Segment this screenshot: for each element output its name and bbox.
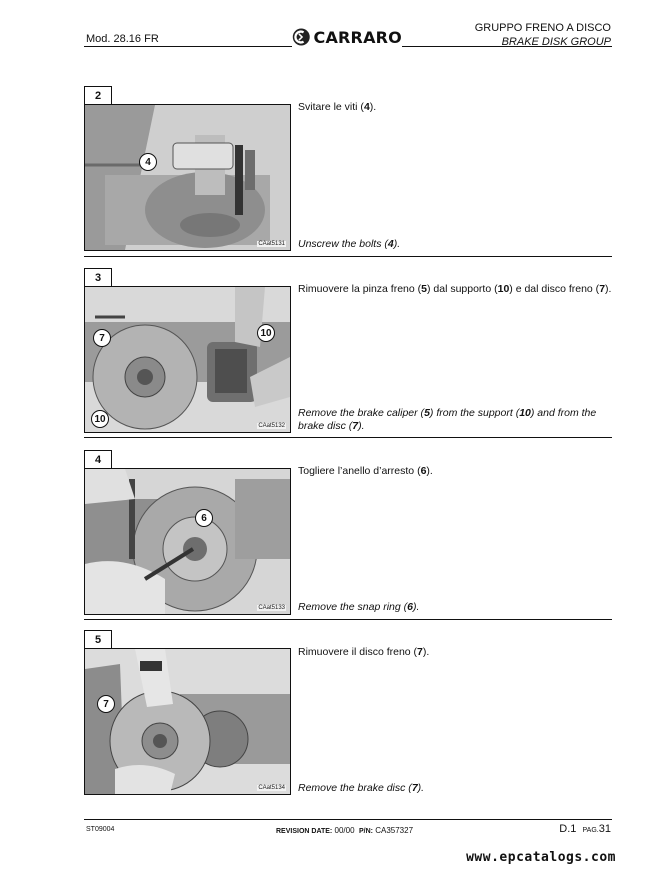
brake-disc-removal-photo: [85, 649, 290, 794]
carraro-logo-icon: [292, 25, 311, 49]
callout-disc: 7: [93, 329, 111, 347]
step-number: 2: [84, 86, 112, 104]
page-number: D.1 PAG.31: [559, 823, 611, 835]
callout-disc: 7: [97, 695, 115, 713]
callout-support: 10: [257, 324, 275, 342]
step-photo: [84, 468, 291, 615]
revision-info: REVISION DATE: 00/00 P/N: CA357327: [276, 826, 414, 835]
document-code: ST09004: [86, 826, 115, 833]
step-divider: [84, 256, 612, 257]
photo-code: CAat5132: [258, 423, 285, 429]
model-label: Mod. 28.16 FR: [86, 33, 159, 45]
step-number: 5: [84, 630, 112, 648]
instruction-it: Svitare le viti (4).: [298, 101, 377, 113]
instruction-en: Remove the brake caliper (5) from the support (10) and from the brake disc (7).: [298, 407, 597, 432]
brand-logo: [292, 22, 402, 52]
brand-name: CARRARO: [313, 27, 402, 47]
step-photo: [84, 104, 291, 251]
instruction-en: Remove the snap ring (6).: [298, 601, 420, 613]
section-title-it: GRUPPO FRENO A DISCO: [474, 22, 611, 34]
callout-bolts: 4: [139, 153, 157, 171]
caliper-removal-photo: [85, 287, 290, 432]
step-number: 3: [84, 268, 112, 286]
step-number: 4: [84, 450, 112, 468]
step-photo: [84, 286, 291, 433]
photo-code: CAat5134: [258, 785, 285, 791]
step-photo: [84, 648, 291, 795]
instruction-it: Togliere l’anello d’arresto (6).: [298, 465, 433, 477]
callout-support-lower: 10: [91, 410, 109, 428]
instruction-it: Rimuovere la pinza freno (5) dal supporto (10) e dal disco freno (7).: [298, 283, 612, 295]
brake-bolts-photo: [85, 105, 290, 250]
instruction-it: Rimuovere il disco freno (7).: [298, 646, 430, 658]
callout-snap-ring: 6: [195, 509, 213, 527]
section-title: [475, 21, 611, 49]
watermark-link[interactable]: www.epcatalogs.com: [466, 850, 616, 865]
instruction-en: Remove the brake disc (7).: [298, 782, 425, 794]
footer-divider: [84, 819, 612, 820]
photo-code: CAat5131: [258, 241, 285, 247]
step-divider: [84, 437, 612, 438]
section-title-en: BRAKE DISK GROUP: [501, 36, 611, 48]
snap-ring-photo: [85, 469, 290, 614]
step-divider: [84, 619, 612, 620]
instruction-en: Unscrew the bolts (4).: [298, 238, 401, 250]
photo-code: CAat5133: [258, 605, 285, 611]
